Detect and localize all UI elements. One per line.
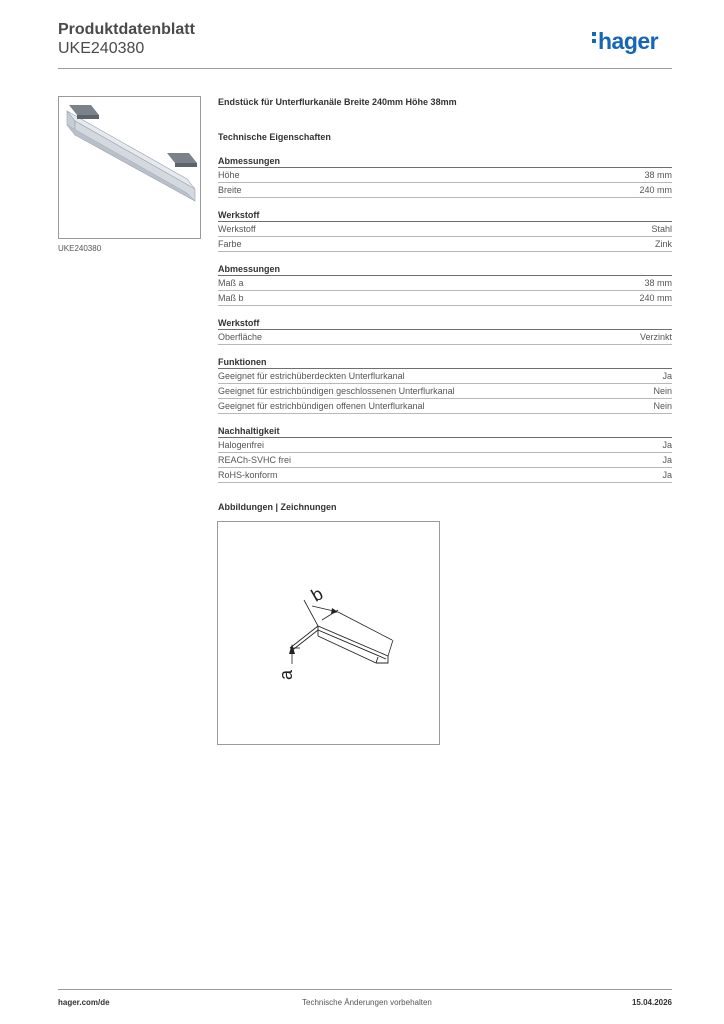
spec-label: Oberfläche: [218, 332, 263, 342]
spec-group-heading: Werkstoff: [218, 317, 672, 330]
spec-label: Breite: [218, 185, 242, 195]
spec-group-heading: Abmessungen: [218, 155, 672, 168]
dimension-label-b: b: [307, 583, 327, 606]
spec-value: Stahl: [651, 224, 672, 234]
footer-divider: [58, 989, 672, 990]
spec-group-heading: Funktionen: [218, 356, 672, 369]
spec-group-sustainability: [218, 425, 672, 483]
spec-row: [218, 237, 672, 252]
spec-value: Ja: [662, 440, 672, 450]
spec-value: 240 mm: [639, 293, 672, 303]
product-thumbnail: [58, 96, 201, 239]
spec-group-functions: [218, 356, 672, 414]
spec-value: 38 mm: [644, 278, 672, 288]
spec-value: Verzinkt: [639, 332, 672, 342]
thumbnail-caption: UKE240380: [58, 244, 102, 253]
spec-label: RoHS-konform: [218, 470, 278, 480]
spec-row: [218, 453, 672, 468]
spec-label: Geeignet für estrichbündigen geschlossenen Unterflurkanal: [218, 386, 455, 396]
spec-value: Ja: [662, 470, 672, 480]
spec-label: Geeignet für estrichüberdeckten Unterflurkanal: [218, 371, 405, 381]
spec-row: [218, 291, 672, 306]
spec-group-heading: Abmessungen: [218, 263, 672, 276]
spec-value: Nein: [653, 401, 672, 411]
spec-group-dimensions: [218, 155, 672, 198]
spec-label: Geeignet für estrichbündigen offenen Unterflurkanal: [218, 401, 425, 411]
spec-label: Halogenfrei: [218, 440, 265, 450]
spec-label: Höhe: [218, 170, 240, 180]
logo-dots-icon: [592, 32, 596, 46]
spec-label: Maß a: [218, 278, 244, 288]
technical-drawing: [217, 521, 440, 745]
spec-group-dimensions-2: [218, 263, 672, 306]
spec-value: Zink: [654, 239, 672, 249]
spec-row: [218, 438, 672, 453]
spec-row: [218, 222, 672, 237]
specification-area: [218, 95, 672, 483]
spec-row: [218, 276, 672, 291]
product-title: Endstück für Unterflurkanäle Breite 240mm Höhe 38mm: [218, 97, 457, 107]
product-image: [59, 97, 200, 238]
footer-date: 15.04.2026: [631, 998, 672, 1007]
spec-row: [218, 330, 672, 345]
spec-row: [218, 168, 672, 183]
spec-value: Ja: [662, 371, 672, 381]
technical-properties-heading: Technische Eigenschaften: [218, 132, 331, 142]
spec-row: [218, 384, 672, 399]
spec-value: Ja: [662, 455, 672, 465]
dimension-drawing: [218, 522, 439, 744]
spec-row: [218, 468, 672, 483]
spec-group-material-2: [218, 317, 672, 345]
footer-website-link[interactable]: hager.com/de: [58, 998, 110, 1007]
spec-label: Werkstoff: [218, 224, 256, 234]
spec-group-heading: Werkstoff: [218, 209, 672, 222]
spec-value: 38 mm: [644, 170, 672, 180]
spec-value: Nein: [653, 386, 672, 396]
header-divider: [58, 68, 672, 69]
footer-notice: Technische Änderungen vorbehalten: [302, 998, 432, 1007]
logo-text: hager: [598, 28, 659, 54]
spec-row: [218, 399, 672, 414]
spec-value: 240 mm: [639, 185, 672, 195]
spec-label: Farbe: [218, 239, 242, 249]
article-number: UKE240380: [58, 40, 145, 57]
document-title: Produktdatenblatt: [58, 21, 195, 38]
spec-group-material: [218, 209, 672, 252]
figures-heading: Abbildungen | Zeichnungen: [218, 502, 337, 512]
dimension-label-a: a: [276, 669, 296, 680]
spec-label: Maß b: [218, 293, 244, 303]
spec-row: [218, 369, 672, 384]
spec-row: [218, 183, 672, 198]
spec-label: REACh-SVHC frei: [218, 455, 292, 465]
spec-group-heading: Nachhaltigkeit: [218, 425, 672, 438]
hager-logo: [592, 28, 658, 55]
